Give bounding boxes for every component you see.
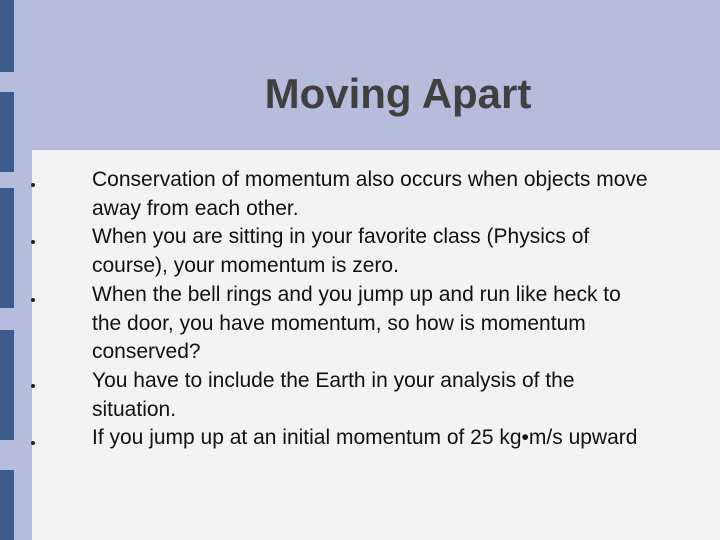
bullet-text-line: You have to include the Earth in your analysis of the xyxy=(92,368,575,392)
bullet-item xyxy=(92,166,720,223)
left-accent-bar xyxy=(0,470,14,540)
left-accent-bar xyxy=(0,0,14,72)
bullet-text-line: When the bell rings and you jump up and run like heck to xyxy=(92,282,621,306)
slide-title: Moving Apart xyxy=(264,70,532,117)
bullet-text-line: When you are sitting in your favorite class (Physics of xyxy=(92,225,590,249)
bullet-item xyxy=(92,281,720,367)
bullet-text-line: conserved? xyxy=(92,340,201,364)
bullet-icon xyxy=(31,298,35,302)
bullet-icon xyxy=(31,384,35,388)
left-accent-bar xyxy=(0,188,14,308)
left-accent-bar xyxy=(0,330,14,440)
bullet-text-line: situation. xyxy=(92,397,177,421)
bullet-text-line: away from each other. xyxy=(92,196,299,220)
bullet-item xyxy=(92,223,720,280)
bullet-text-line: the door, you have momentum, so how is momentum xyxy=(92,311,586,335)
bullet-text-line: course), your momentum is zero. xyxy=(92,254,399,278)
bullet-icon xyxy=(31,183,35,187)
bullet-text-line: If you jump up at an initial momentum of 25 kg•m/s upward xyxy=(92,426,638,450)
bullet-text-line: Conservation of momentum also occurs when objects move xyxy=(92,168,648,191)
bullet-item xyxy=(92,367,720,424)
bullet-list xyxy=(92,166,720,453)
bullet-item xyxy=(92,424,720,453)
